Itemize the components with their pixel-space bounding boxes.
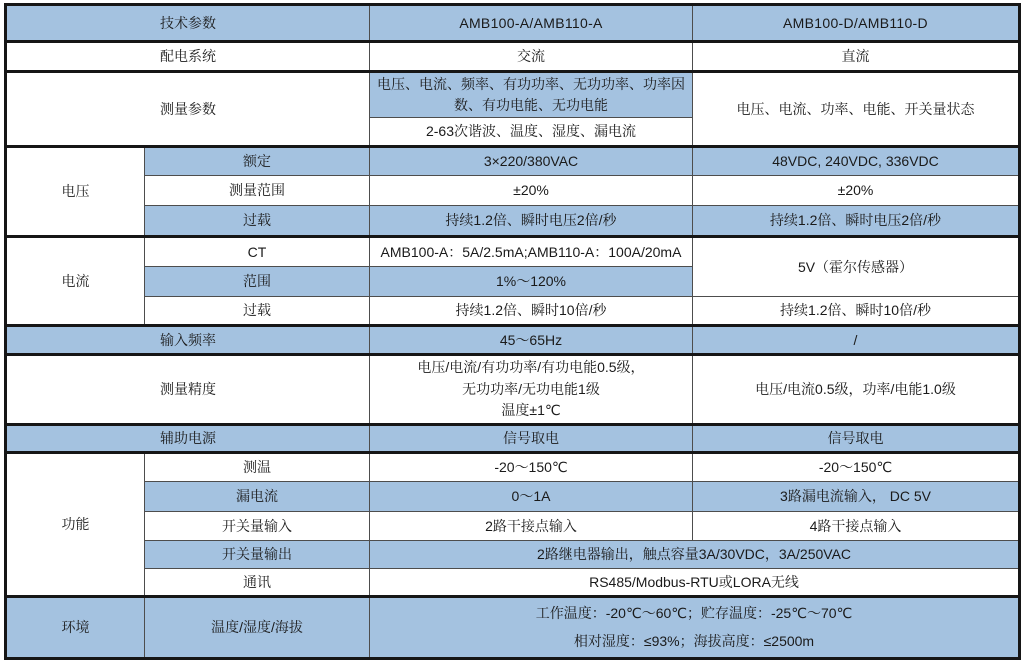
aux-power-a: 信号取电 <box>370 425 693 453</box>
voltage-rated-a: 3×220/380VAC <box>370 147 693 176</box>
accuracy-a <box>370 355 693 425</box>
current-overload-label: 过载 <box>145 297 370 326</box>
dist-system-a: 交流 <box>370 42 693 72</box>
voltage-rated-d: 48VDC, 240VDC, 336VDC <box>693 147 1020 176</box>
env-line1: 工作温度：-20℃～60℃；贮存温度：-25℃～70℃ <box>535 605 853 622</box>
dist-system-label: 配电系统 <box>6 42 370 72</box>
measure-params-label: 测量参数 <box>6 72 370 147</box>
accuracy-a-line3: 温度±1℃ <box>501 402 561 419</box>
current-overload-d: 持续1.2倍、瞬时10倍/秒 <box>693 297 1020 326</box>
func-leak-d: 3路漏电流输入， DC 5V <box>693 482 1020 512</box>
voltage-overload-d: 持续1.2倍、瞬时电压2倍/秒 <box>693 206 1020 237</box>
env-line2: 相对湿度：≤93%；海拔高度：≤2500m <box>573 632 815 649</box>
input-freq-label: 输入频率 <box>6 326 370 355</box>
voltage-range-d: ±20% <box>693 176 1020 206</box>
current-range-a: 1%～120% <box>370 267 693 297</box>
func-do-value: 2路继电器输出，触点容量3A/30VDC，3A/250VAC <box>370 541 1020 569</box>
func-temp-label: 测温 <box>145 453 370 482</box>
function-group-label: 功能 <box>6 453 145 597</box>
voltage-group-label: 电压 <box>6 147 145 237</box>
func-do-label: 开关量输出 <box>145 541 370 569</box>
voltage-range-a: ±20% <box>370 176 693 206</box>
measure-params-a2: 2-63次谐波、温度、湿度、漏电流 <box>370 118 693 147</box>
aux-power-label: 辅助电源 <box>6 425 370 453</box>
accuracy-label: 测量精度 <box>6 355 370 425</box>
func-leak-a: 0～1A <box>370 482 693 512</box>
accuracy-a-line2: 无功功率/无功电能1级 <box>462 380 600 397</box>
voltage-overload-label: 过载 <box>145 206 370 237</box>
func-comm-label: 通讯 <box>145 569 370 597</box>
voltage-rated-label: 额定 <box>145 147 370 176</box>
header-tech-params: 技术参数 <box>6 5 370 42</box>
func-comm-value: RS485/Modbus-RTU或LORA无线 <box>370 569 1020 597</box>
func-di-a: 2路干接点输入 <box>370 512 693 541</box>
func-di-d: 4路干接点输入 <box>693 512 1020 541</box>
spec-table <box>4 3 1021 660</box>
header-model-d: AMB100-D/AMB110-D <box>693 5 1020 42</box>
current-ct-d: 5V（霍尔传感器） <box>693 237 1020 297</box>
measure-params-a1: 电压、电流、频率、有功功率、无功功率、功率因数、有功电能、无功电能 <box>370 72 693 118</box>
aux-power-d: 信号取电 <box>693 425 1020 453</box>
current-ct-label: CT <box>145 237 370 267</box>
env-conditions <box>370 597 1020 659</box>
measure-params-d: 电压、电流、功率、电能、开关量状态 <box>693 72 1020 147</box>
func-temp-a: -20～150℃ <box>370 453 693 482</box>
current-range-label: 范围 <box>145 267 370 297</box>
voltage-overload-a: 持续1.2倍、瞬时电压2倍/秒 <box>370 206 693 237</box>
accuracy-d: 电压/电流0.5级，功率/电能1.0级 <box>693 355 1020 425</box>
func-leak-label: 漏电流 <box>145 482 370 512</box>
env-sub-label: 温度/湿度/海拔 <box>145 597 370 659</box>
header-model-a: AMB100-A/AMB110-A <box>370 5 693 42</box>
input-freq-a: 45～65Hz <box>370 326 693 355</box>
current-group-label: 电流 <box>6 237 145 326</box>
dist-system-d: 直流 <box>693 42 1020 72</box>
input-freq-d: / <box>693 326 1020 355</box>
env-group-label: 环境 <box>6 597 145 659</box>
voltage-range-label: 测量范围 <box>145 176 370 206</box>
func-temp-d: -20～150℃ <box>693 453 1020 482</box>
func-di-label: 开关量输入 <box>145 512 370 541</box>
current-ct-a: AMB100-A：5A/2.5mA;AMB110-A：100A/20mA <box>370 237 693 267</box>
accuracy-a-line1: 电压/电流/有功功率/有功电能0.5级， <box>417 359 645 375</box>
current-overload-a: 持续1.2倍、瞬时10倍/秒 <box>370 297 693 326</box>
